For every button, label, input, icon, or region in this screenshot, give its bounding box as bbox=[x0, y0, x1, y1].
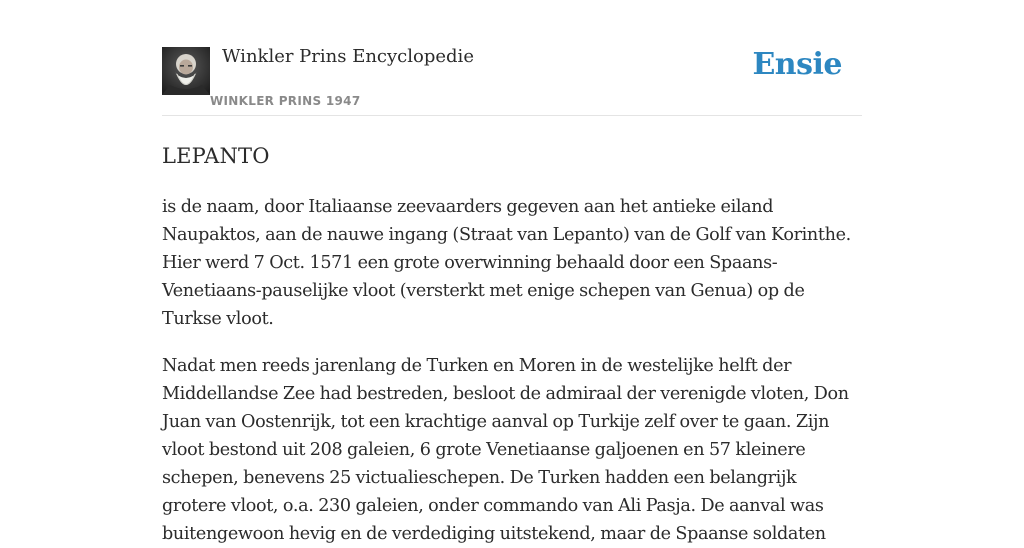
article-page bbox=[162, 0, 862, 544]
article-body bbox=[162, 193, 862, 548]
encyclopedia-header bbox=[162, 0, 862, 116]
encyclopedia-title-link[interactable]: Winkler Prins Encyclopedie bbox=[222, 46, 474, 67]
page-title: LEPANTO bbox=[162, 144, 270, 168]
article-paragraph-2: Nadat men reeds jarenlang de Turken en Moren in de westelijke helft der Middellandse Zee had bestreden, besloot de admiraal der verenigde vloten, Don Juan van Oostenrijk, tot een krachtige aanval op Turkije zelf over te gaan. Zijn vloot bestond uit 208 galeien, 6 grote Venetiaanse galjoenen en 57 kleinere schepen, benevens 25 victualieschepen. De Turken hadden een belangrijk grotere vloot, o.a. 230 galeien, onder commando van Ali Pasja. De aanval was buitengewoon hevig en de verdediging uitstekend, maar de Spaanse soldaten bbox=[162, 356, 849, 544]
edition-label-link[interactable]: WINKLER PRINS 1947 bbox=[210, 94, 361, 108]
ensie-logo-link[interactable]: Ensie bbox=[752, 47, 842, 82]
article-paragraph-1: is de naam, door Italiaanse zeevaarders gegeven aan het antieke eiland Naupaktos, aan de nauwe ingang (Straat van Lepanto) van de Golf van Korinthe. Hier werd 7 Oct. 1571 een grote overwinning behaald door een Spaans-Venetiaans-pauselijke vloot (versterkt met enige schepen van Genua) op de Turkse vloot. bbox=[162, 197, 851, 329]
bearded-man-portrait-icon bbox=[162, 47, 210, 95]
encyclopedia-avatar-icon[interactable] bbox=[162, 47, 210, 95]
